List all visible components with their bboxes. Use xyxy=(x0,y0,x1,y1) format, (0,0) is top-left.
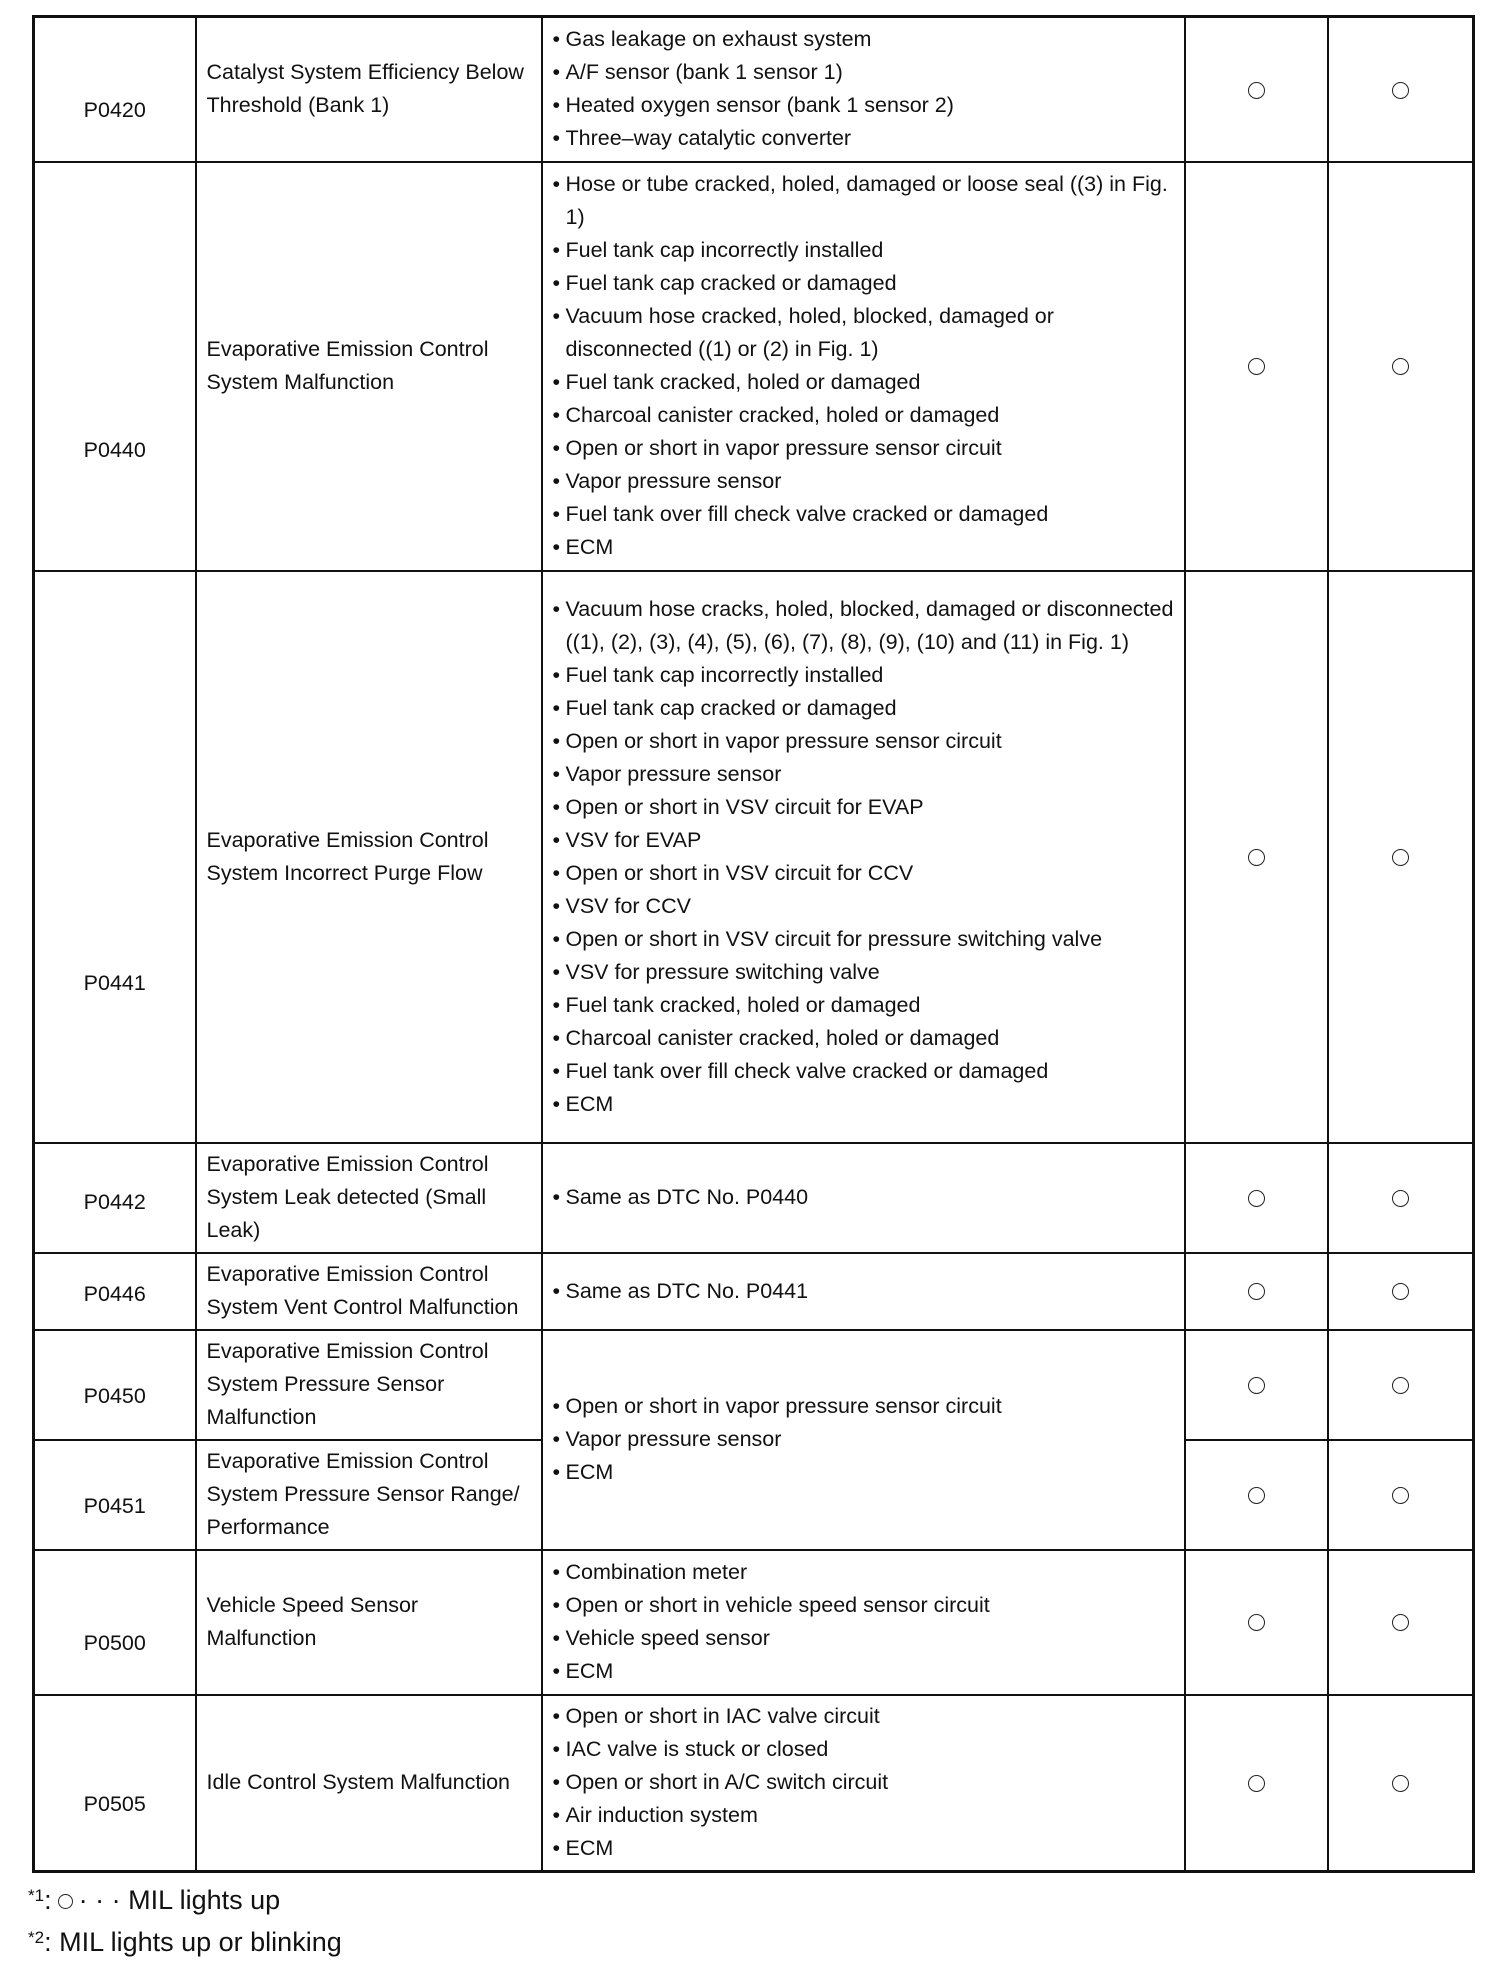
trouble-item: • ECM xyxy=(553,1655,1174,1688)
table-row xyxy=(34,162,1474,571)
table-row xyxy=(34,1143,1474,1253)
detection-item: Evaporative Emission Control System Vent Control Malfunction xyxy=(196,1253,542,1330)
detection-item: Evaporative Emission Control System Incorrect Purge Flow xyxy=(196,571,542,1143)
circle-symbol-icon xyxy=(1392,849,1409,866)
trouble-item: • Air induction system xyxy=(553,1799,1174,1832)
circle-symbol-icon xyxy=(1248,1283,1265,1300)
trouble-item: • Fuel tank cap incorrectly installed xyxy=(553,659,1174,692)
footnote-marker: *1 xyxy=(28,1886,45,1905)
mil-mark xyxy=(1185,1695,1328,1872)
table-row xyxy=(34,1253,1474,1330)
footnote-1: $^{*1}$: · · · MIL lights up xyxy=(28,1885,281,1915)
circle-symbol-icon xyxy=(1248,1775,1265,1792)
circle-symbol-icon xyxy=(1248,849,1265,866)
table-row xyxy=(34,1330,1474,1440)
dtc-code: P0441 xyxy=(34,571,196,1143)
trouble-item: • A/F sensor (bank 1 sensor 1) xyxy=(553,56,1174,89)
circle-symbol-icon xyxy=(1248,1377,1265,1394)
trouble-item: • Fuel tank over fill check valve cracked or damaged xyxy=(553,1055,1174,1088)
trouble-item: • Heated oxygen sensor (bank 1 sensor 2) xyxy=(553,89,1174,122)
trouble-item: • Vacuum hose cracks, holed, blocked, damaged or disconnected ((1), (2), (3), (4), (5), (6), (7), (8), (9), (10) and (11) in Fig. 1) xyxy=(553,593,1174,659)
memory-mark xyxy=(1328,1440,1474,1550)
circle-symbol-icon xyxy=(1392,1377,1409,1394)
detection-item: Evaporative Emission Control System Pressure Sensor Range/ Performance xyxy=(196,1440,542,1550)
trouble-item: • Vacuum hose cracked, holed, blocked, damaged or disconnected ((1) or (2) in Fig. 1) xyxy=(553,300,1174,366)
trouble-item: • VSV for EVAP xyxy=(553,824,1174,857)
circle-symbol-icon xyxy=(1248,358,1265,375)
detection-item: Vehicle Speed Sensor Malfunction xyxy=(196,1550,542,1695)
circle-symbol-icon xyxy=(1392,1190,1409,1207)
mil-mark xyxy=(1185,1440,1328,1550)
circle-symbol-icon xyxy=(1392,1775,1409,1792)
trouble-item: • ECM xyxy=(553,531,1174,564)
trouble-item: • Open or short in vapor pressure sensor circuit xyxy=(553,432,1174,465)
trouble-item: • Fuel tank cracked, holed or damaged xyxy=(553,989,1174,1022)
table-row xyxy=(34,1695,1474,1872)
trouble-item: • Combination meter xyxy=(553,1556,1174,1589)
memory-mark xyxy=(1328,1143,1474,1253)
trouble-item: • Fuel tank over fill check valve cracked or damaged xyxy=(553,498,1174,531)
trouble-item: • Open or short in IAC valve circuit xyxy=(553,1700,1174,1733)
trouble-item: • Open or short in A/C switch circuit xyxy=(553,1766,1174,1799)
circle-symbol-icon xyxy=(58,1894,73,1909)
footnote-marker: *2 xyxy=(28,1928,45,1947)
memory-mark xyxy=(1328,162,1474,571)
trouble-item: • IAC valve is stuck or closed xyxy=(553,1733,1174,1766)
circle-symbol-icon xyxy=(1392,1614,1409,1631)
trouble-item: • Fuel tank cap cracked or damaged xyxy=(553,692,1174,725)
trouble-area xyxy=(542,1695,1185,1872)
trouble-item: • Fuel tank cap incorrectly installed xyxy=(553,234,1174,267)
circle-symbol-icon xyxy=(1248,1487,1265,1504)
circle-symbol-icon xyxy=(1248,1190,1265,1207)
detection-item: Idle Control System Malfunction xyxy=(196,1695,542,1872)
memory-mark xyxy=(1328,17,1474,162)
trouble-item: • ECM xyxy=(553,1088,1174,1121)
detection-item: Evaporative Emission Control System Malfunction xyxy=(196,162,542,571)
trouble-item: • VSV for pressure switching valve xyxy=(553,956,1174,989)
trouble-area xyxy=(542,1143,1185,1253)
detection-item: Evaporative Emission Control System Leak detected (Small Leak) xyxy=(196,1143,542,1253)
trouble-item: • Fuel tank cap cracked or damaged xyxy=(553,267,1174,300)
trouble-item: • VSV for CCV xyxy=(553,890,1174,923)
memory-mark xyxy=(1328,571,1474,1143)
trouble-item: • Open or short in VSV circuit for CCV xyxy=(553,857,1174,890)
dtc-table-page xyxy=(32,15,1472,1873)
trouble-item: • Three–way catalytic converter xyxy=(553,122,1174,155)
detection-item: Catalyst System Efficiency Below Threshold (Bank 1) xyxy=(196,17,542,162)
trouble-item: • Hose or tube cracked, holed, damaged or loose seal ((3) in Fig. 1) xyxy=(553,168,1174,234)
trouble-item: • Open or short in vehicle speed sensor circuit xyxy=(553,1589,1174,1622)
dtc-code: P0450 xyxy=(34,1330,196,1440)
trouble-area xyxy=(542,17,1185,162)
trouble-item: • Vapor pressure sensor xyxy=(553,465,1174,498)
footnote-text: · · · MIL lights up xyxy=(78,1885,281,1915)
trouble-item: • Fuel tank cracked, holed or damaged xyxy=(553,366,1174,399)
table-row xyxy=(34,1550,1474,1695)
dtc-code: P0500 xyxy=(34,1550,196,1695)
trouble-area xyxy=(542,162,1185,571)
trouble-item: • Open or short in VSV circuit for EVAP xyxy=(553,791,1174,824)
trouble-item: • Open or short in vapor pressure sensor circuit xyxy=(553,725,1174,758)
trouble-item: • Same as DTC No. P0441 xyxy=(553,1275,1174,1308)
memory-mark xyxy=(1328,1253,1474,1330)
circle-symbol-icon xyxy=(1248,82,1265,99)
mil-mark xyxy=(1185,571,1328,1143)
mil-mark xyxy=(1185,162,1328,571)
dtc-code: P0451 xyxy=(34,1440,196,1550)
mil-mark xyxy=(1185,1330,1328,1440)
circle-symbol-icon xyxy=(1392,1487,1409,1504)
memory-mark xyxy=(1328,1695,1474,1872)
trouble-item: • ECM xyxy=(553,1456,1174,1489)
trouble-item: • Charcoal canister cracked, holed or damaged xyxy=(553,1022,1174,1055)
circle-symbol-icon xyxy=(1392,1283,1409,1300)
mil-mark xyxy=(1185,17,1328,162)
trouble-item: • Gas leakage on exhaust system xyxy=(553,23,1174,56)
mil-mark xyxy=(1185,1143,1328,1253)
trouble-item: • Vapor pressure sensor xyxy=(553,758,1174,791)
dtc-code: P0440 xyxy=(34,162,196,571)
memory-mark xyxy=(1328,1330,1474,1440)
trouble-area xyxy=(542,1330,1185,1550)
footnote-text: : MIL lights up or blinking xyxy=(44,1927,342,1957)
mil-mark xyxy=(1185,1253,1328,1330)
circle-symbol-icon xyxy=(1392,358,1409,375)
trouble-item: • Same as DTC No. P0440 xyxy=(553,1181,1174,1214)
trouble-area xyxy=(542,571,1185,1143)
dtc-code: P0505 xyxy=(34,1695,196,1872)
trouble-area xyxy=(542,1550,1185,1695)
detection-item: Evaporative Emission Control System Pressure Sensor Malfunction xyxy=(196,1330,542,1440)
dtc-code: P0446 xyxy=(34,1253,196,1330)
trouble-item: • ECM xyxy=(553,1832,1174,1865)
footnotes xyxy=(28,1877,342,1961)
dtc-table xyxy=(32,15,1475,1873)
circle-symbol-icon xyxy=(1248,1614,1265,1631)
dtc-code: P0442 xyxy=(34,1143,196,1253)
dtc-code: P0420 xyxy=(34,17,196,162)
trouble-item: • Open or short in vapor pressure sensor circuit xyxy=(553,1390,1174,1423)
trouble-item: • Vehicle speed sensor xyxy=(553,1622,1174,1655)
trouble-item: • Vapor pressure sensor xyxy=(553,1423,1174,1456)
table-row xyxy=(34,571,1474,1143)
trouble-item: • Charcoal canister cracked, holed or damaged xyxy=(553,399,1174,432)
footnote-2 xyxy=(28,1919,342,1961)
circle-symbol-icon xyxy=(1392,82,1409,99)
trouble-item: • Open or short in VSV circuit for pressure switching valve xyxy=(553,923,1174,956)
trouble-area xyxy=(542,1253,1185,1330)
table-row xyxy=(34,17,1474,162)
mil-mark xyxy=(1185,1550,1328,1695)
memory-mark xyxy=(1328,1550,1474,1695)
